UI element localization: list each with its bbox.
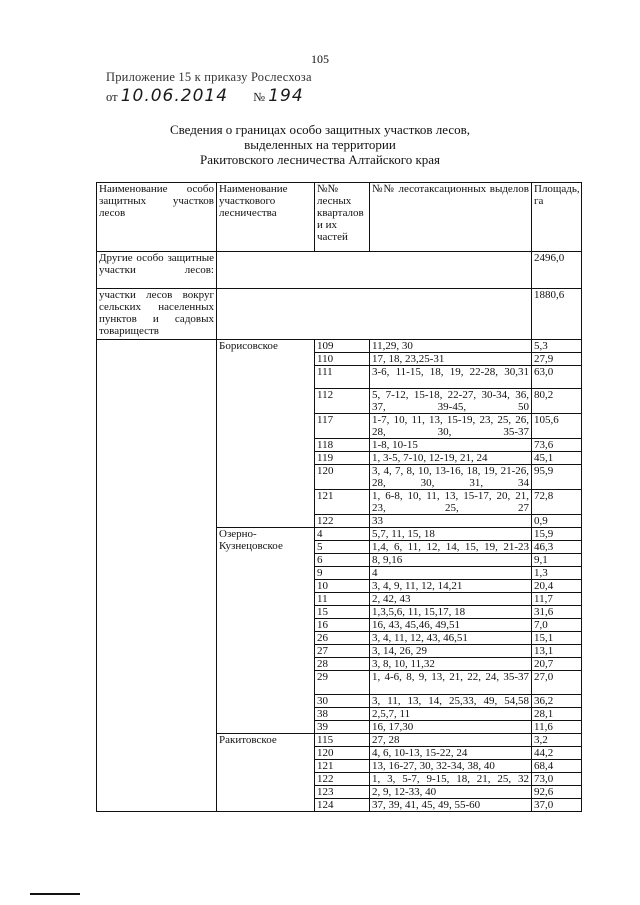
quarter-number: 28 [315,658,370,671]
area-value: 95,9 [532,465,582,490]
quarter-number: 27 [315,645,370,658]
quarter-number: 5 [315,541,370,554]
plot-numbers: 1, 3, 5-7, 9-15, 18, 21, 25, 32 [370,773,532,786]
area-value: 27,0 [532,671,582,695]
forestry-name: Озерно-Кузнецовское [217,528,315,734]
quarter-number: 6 [315,554,370,567]
table-header-row [97,183,582,252]
protected-areas-table [96,182,582,812]
plot-numbers: 3, 8, 10, 11,32 [370,658,532,671]
area-value: 36,2 [532,695,582,708]
area-value: 13,1 [532,645,582,658]
plot-numbers: 3, 4, 11, 12, 43, 46,51 [370,632,532,645]
plot-numbers: 3, 4, 7, 8, 10, 13-16, 18, 19, 21-26, 28, 30, 31, 34 [370,465,532,490]
quarter-number: 122 [315,773,370,786]
quarter-number: 120 [315,465,370,490]
area-value: 73,6 [532,439,582,452]
quarter-number: 117 [315,414,370,439]
forestry-name: Борисовское [217,340,315,528]
summary-name: участки лесов вокруг сельских населенных пунктов и садовых товариществ [97,289,217,340]
from-label: от [106,90,118,104]
plot-numbers: 1,3,5,6, 11, 15,17, 18 [370,606,532,619]
area-value: 45,1 [532,452,582,465]
title-line-1: Сведения о границах особо защитных участков лесов, [169,122,471,137]
area-value: 5,3 [532,340,582,353]
plot-numbers: 3, 14, 26, 29 [370,645,532,658]
plot-numbers: 11,29, 30 [370,340,532,353]
plot-numbers: 1-7, 10, 11, 13, 15-19, 23, 25, 26, 28, 30, 35-37 [370,414,532,439]
quarter-number: 121 [315,760,370,773]
area-value: 73,0 [532,773,582,786]
quarter-number: 11 [315,593,370,606]
plot-numbers: 37, 39, 41, 45, 49, 55-60 [370,799,532,812]
area-value: 9,1 [532,554,582,567]
number-label: № [253,90,266,104]
plot-numbers: 4 [370,567,532,580]
summary-row [97,289,582,340]
area-value: 68,4 [532,760,582,773]
area-value: 92,6 [532,786,582,799]
summary-row [97,252,582,289]
footer-rule [30,893,80,895]
summary-empty-cell [217,289,532,340]
plot-numbers: 3-6, 11-15, 18, 19, 22-28, 30,31 [370,366,532,389]
area-value: 1,3 [532,567,582,580]
plot-numbers: 17, 18, 23,25-31 [370,353,532,366]
plot-numbers: 5,7, 11, 15, 18 [370,528,532,541]
header-plot-numbers: №№ лесотаксационных выделов [370,183,532,252]
area-value: 7,0 [532,619,582,632]
quarter-number: 111 [315,366,370,389]
header-forestry-name: Наименование участкового лесничества [217,183,315,252]
quarter-number: 119 [315,452,370,465]
summary-area: 1880,6 [532,289,582,340]
quarter-number: 9 [315,567,370,580]
document-title [0,122,640,167]
area-value: 15,1 [532,632,582,645]
summary-name: Другие особо защитные участки лесов: [97,252,217,289]
area-value: 80,2 [532,389,582,414]
area-value: 63,0 [532,366,582,389]
area-value: 28,1 [532,708,582,721]
area-value: 31,6 [532,606,582,619]
summary-empty-cell [217,252,532,289]
quarter-number: 29 [315,671,370,695]
plot-numbers: 2, 42, 43 [370,593,532,606]
quarter-number: 38 [315,708,370,721]
quarter-number: 118 [315,439,370,452]
appendix-reference: Приложение 15 к приказу Рослесхоза [106,70,312,84]
quarter-number: 39 [315,721,370,734]
quarter-number: 26 [315,632,370,645]
table-row [97,340,582,353]
header-area: Площадь, га [532,183,582,252]
plot-numbers: 1, 3-5, 7-10, 12-19, 21, 24 [370,452,532,465]
plot-numbers: 33 [370,515,532,528]
plot-numbers: 16, 17,30 [370,721,532,734]
order-date-line [106,86,304,106]
quarter-number: 16 [315,619,370,632]
handwritten-date: 10.06.2014 [120,86,229,106]
quarter-number: 124 [315,799,370,812]
area-value: 11,7 [532,593,582,606]
header-area-name: Наименование особо защитных участков лесов [97,183,217,252]
quarter-number: 122 [315,515,370,528]
quarter-number: 110 [315,353,370,366]
plot-numbers: 1, 4-6, 8, 9, 13, 21, 22, 24, 35-37 [370,671,532,695]
forestry-name: Ракитовское [217,734,315,812]
plot-numbers: 4, 6, 10-13, 15-22, 24 [370,747,532,760]
plot-numbers: 5, 7-12, 15-18, 22-27, 30-34, 36, 37, 39-45, 50 [370,389,532,414]
page-number: 105 [311,52,329,66]
handwritten-number: 194 [268,86,304,106]
plot-numbers: 2,5,7, 11 [370,708,532,721]
plot-numbers: 1-8, 10-15 [370,439,532,452]
area-value: 44,2 [532,747,582,760]
title-line-3: Ракитовского лесничества Алтайского края [199,152,441,167]
quarter-number: 112 [315,389,370,414]
area-value: 20,7 [532,658,582,671]
quarter-number: 15 [315,606,370,619]
plot-numbers: 3, 11, 13, 14, 25,33, 49, 54,58 [370,695,532,708]
area-value: 3,2 [532,734,582,747]
quarter-number: 30 [315,695,370,708]
plot-numbers: 3, 4, 9, 11, 12, 14,21 [370,580,532,593]
summary-area: 2496,0 [532,252,582,289]
table-body [97,183,582,812]
quarter-number: 4 [315,528,370,541]
area-name-spacer [97,340,217,812]
area-value: 11,6 [532,721,582,734]
area-value: 20,4 [532,580,582,593]
area-value: 46,3 [532,541,582,554]
area-value: 15,9 [532,528,582,541]
area-value: 27,9 [532,353,582,366]
quarter-number: 109 [315,340,370,353]
quarter-number: 115 [315,734,370,747]
plot-numbers: 2, 9, 12-33, 40 [370,786,532,799]
area-value: 105,6 [532,414,582,439]
plot-numbers: 8, 9,16 [370,554,532,567]
quarter-number: 120 [315,747,370,760]
title-line-2: выделенных на территории [244,137,396,152]
quarter-number: 10 [315,580,370,593]
quarter-number: 123 [315,786,370,799]
header-quarter-numbers: №№ лесных кварталов и их частей [315,183,370,252]
area-value: 37,0 [532,799,582,812]
plot-numbers: 1, 6-8, 10, 11, 13, 15-17, 20, 21, 23, 25, 27 [370,490,532,515]
area-value: 0,9 [532,515,582,528]
plot-numbers: 13, 16-27, 30, 32-34, 38, 40 [370,760,532,773]
plot-numbers: 27, 28 [370,734,532,747]
area-value: 72,8 [532,490,582,515]
plot-numbers: 16, 43, 45,46, 49,51 [370,619,532,632]
plot-numbers: 1,4, 6, 11, 12, 14, 15, 19, 21-23 [370,541,532,554]
quarter-number: 121 [315,490,370,515]
